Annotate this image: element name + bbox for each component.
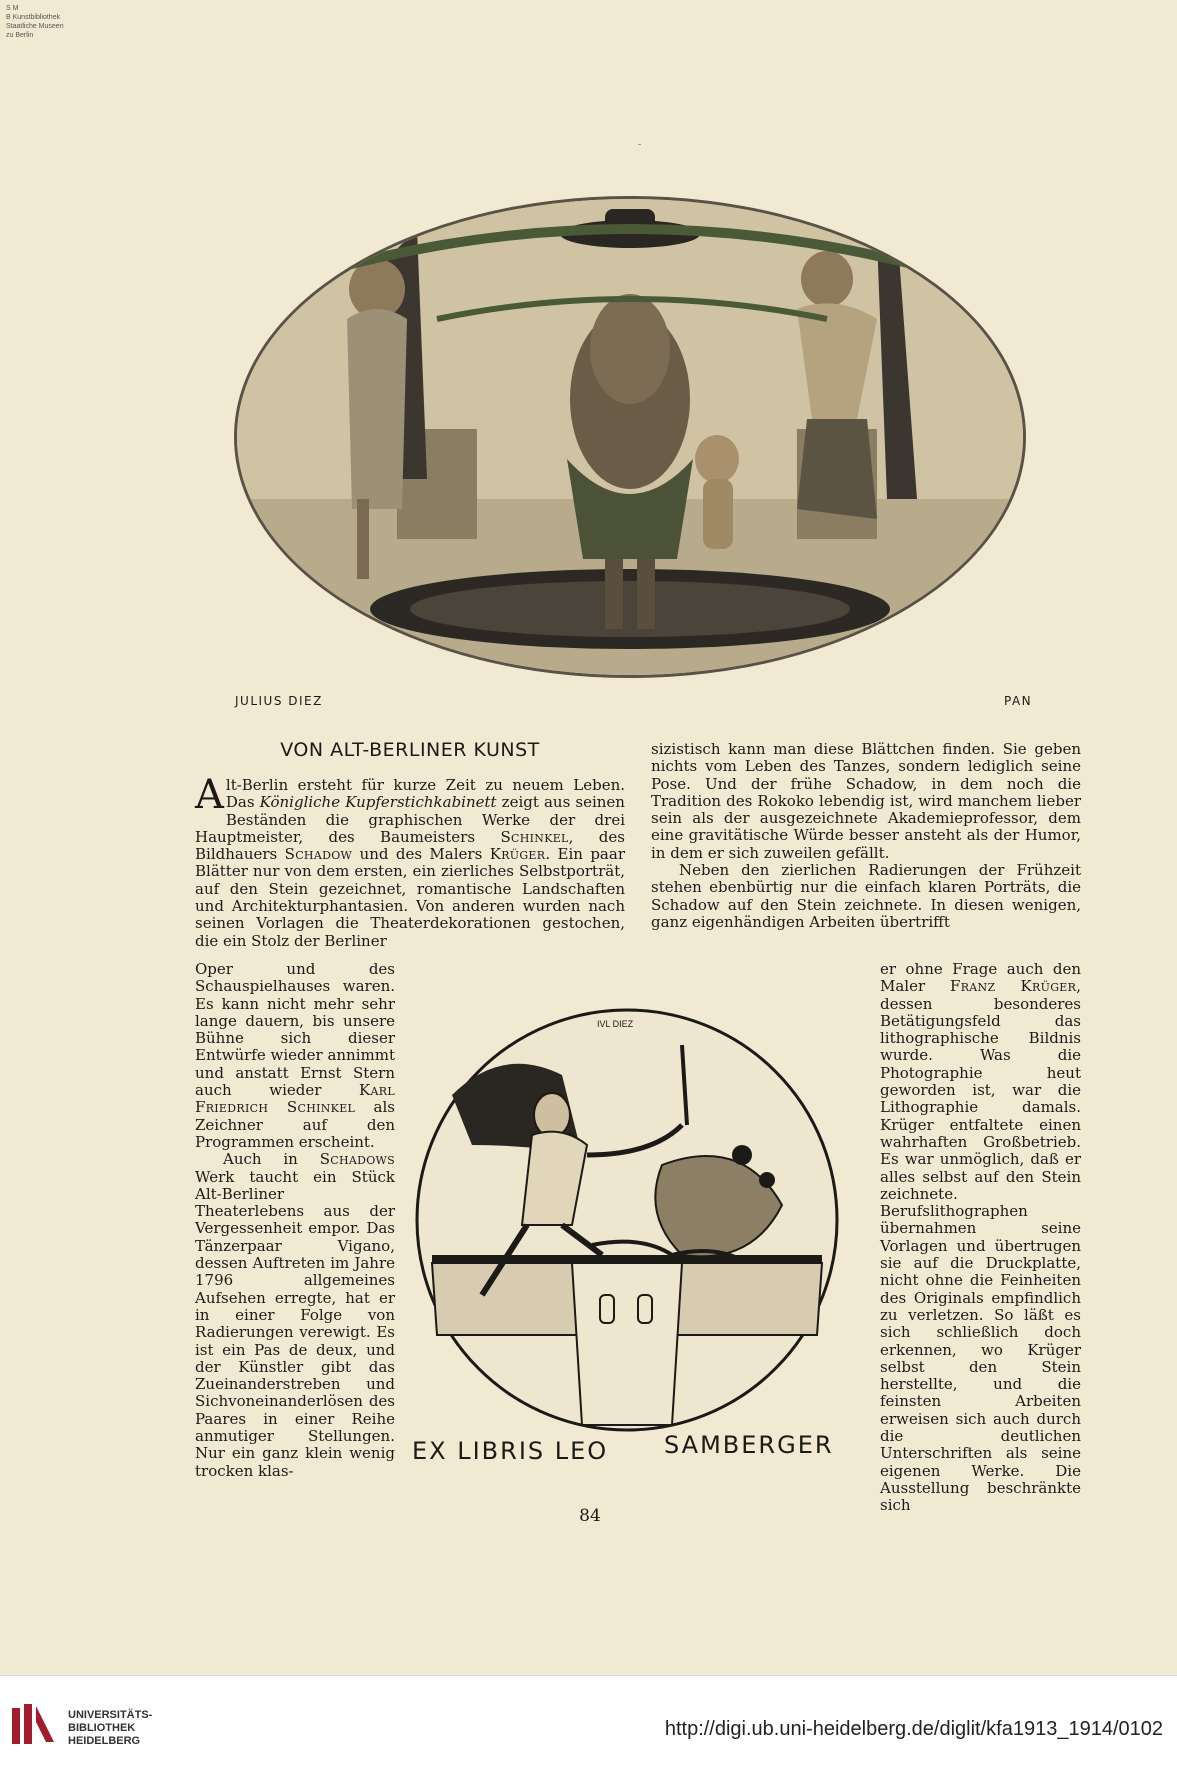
drop-cap: A	[195, 772, 224, 818]
pan-illustration-drawing	[237, 199, 1023, 675]
figure-caption-artist: JULIUS DIEZ	[235, 694, 323, 708]
emphasis-kupferstichkabinett: Königliche Kupferstichkabinett	[259, 793, 497, 812]
university-logo-icon	[10, 1702, 56, 1748]
article-title: VON ALT-BERLINER KUNST	[280, 739, 540, 761]
permalink-url[interactable]: http://digi.ub.uni-heidelberg.de/diglit/kfa1913_1914/0102	[664, 1718, 1163, 1740]
left-column-narrow: Oper und des Schauspielhauses waren. Es kann nicht mehr sehr lange dauern, bis unsere Bühne sich dieser Entwürfe wieder annimmt und anstatt Ernst Stern auch wieder Karl Friedrich Schinkel als Zeichner auf den Programmen erscheint. Auch in Schadows Werk taucht ein Stück Alt-Berliner Theaterlebens aus der Vergessenheit empor. Das Tänzerpaar Vigano, dessen Auftreten im Jahre 1796 allgemeines Aufsehen erregte, hat er in einer Folge von Radierungen verewigt. Es ist ein Pas de deux, und der Künstler gibt das Zueinanderstreben und Sichvoneinanderlösen des Paares in einer Reihe anmutiger Stellungen. Nur ein ganz klein wenig trocken klas-	[195, 960, 395, 1480]
viewer-footer	[0, 1675, 1177, 1777]
library-stamp: S M B Kunstbibliothek Staatliche Museen zu Berlin	[6, 5, 64, 39]
page-number: 84	[579, 1506, 601, 1526]
tick-mark: ˉ	[638, 143, 642, 154]
figure-caption-title: PAN	[1004, 694, 1033, 708]
institution-name: UNIVERSITÄTS- BIBLIOTHEK HEIDELBERG	[68, 1709, 153, 1747]
left-column-wide: Alt-Berlin ersteht für kurze Zeit zu neuem Leben. Das Königliche Kupferstichkabinett zeigt aus seinen Beständen die graphischen Werke der drei Hauptmeister, des Baumeisters Schinkel, des Bildhauers Schadow und des Malers Krüger. Ein paar Blätter nur von dem ersten, ein zierliches Selbstporträt, auf den Stein gezeichnet, romantische Landschaften und Architekturphantasien. Von anderen wurden nach seinen Vorlagen die Theaterdekorationen gestochen, die ein Stolz der Berliner	[195, 772, 625, 950]
exlibris-illustration	[412, 1005, 842, 1435]
exlibris-left-text: EX LIBRIS LEO	[412, 1437, 609, 1465]
pan-illustration	[234, 196, 1026, 678]
exlibris-right-text: SAMBERGER	[664, 1431, 834, 1459]
exlibris-drawing	[412, 1005, 842, 1435]
right-column-wide: sizistisch kann man diese Blättchen finden. Sie geben nichts vom Leben des Tanzes, sondern lediglich seine Pose. Und der frühe Schadow, in dem noch die Tradition des Rokoko lebendig ist, wird manchem lieber sein als der ausgezeichnete Akademieprofessor, dem eine gravitätische Würde besser ansteht als der Humor, in dem er sich zuweilen gefällt. Neben den zierlichen Radierungen der Frühzeit stehen ebenbürtig nur die einfach klaren Porträts, die Schadow auf den Stein zeichnete. In diesen wenigen, ganz eigenhändigen Arbeiten übertrifft	[651, 740, 1081, 931]
right-column-narrow: er ohne Frage auch den Maler Franz Krüger, dessen besonderes Betätigungsfeld das lithographische Bildnis wurde. Was die Photographie heut geworden ist, war die Lithographie damals. Krüger entfaltete einen wahrhaften Großbetrieb. Es war unmöglich, daß er alles selbst auf den Stein zeichnete. Berufslithographen übernahmen seine Vorlagen und übertrugen sie auf die Druckplatte, nicht ohne die Feinheiten des Originals empfindlich zu verletzen. So läßt es sich schließlich doch erkennen, wo Krüger selbst den Stein herstellte, und die feinsten Arbeiten erweisen sich auch durch die deutlichen Unterschriften als seine eigenen Werke. Die Ausstellung beschränkte sich	[880, 960, 1081, 1515]
roundel-signature: IVL DIEZ	[597, 1019, 634, 1029]
